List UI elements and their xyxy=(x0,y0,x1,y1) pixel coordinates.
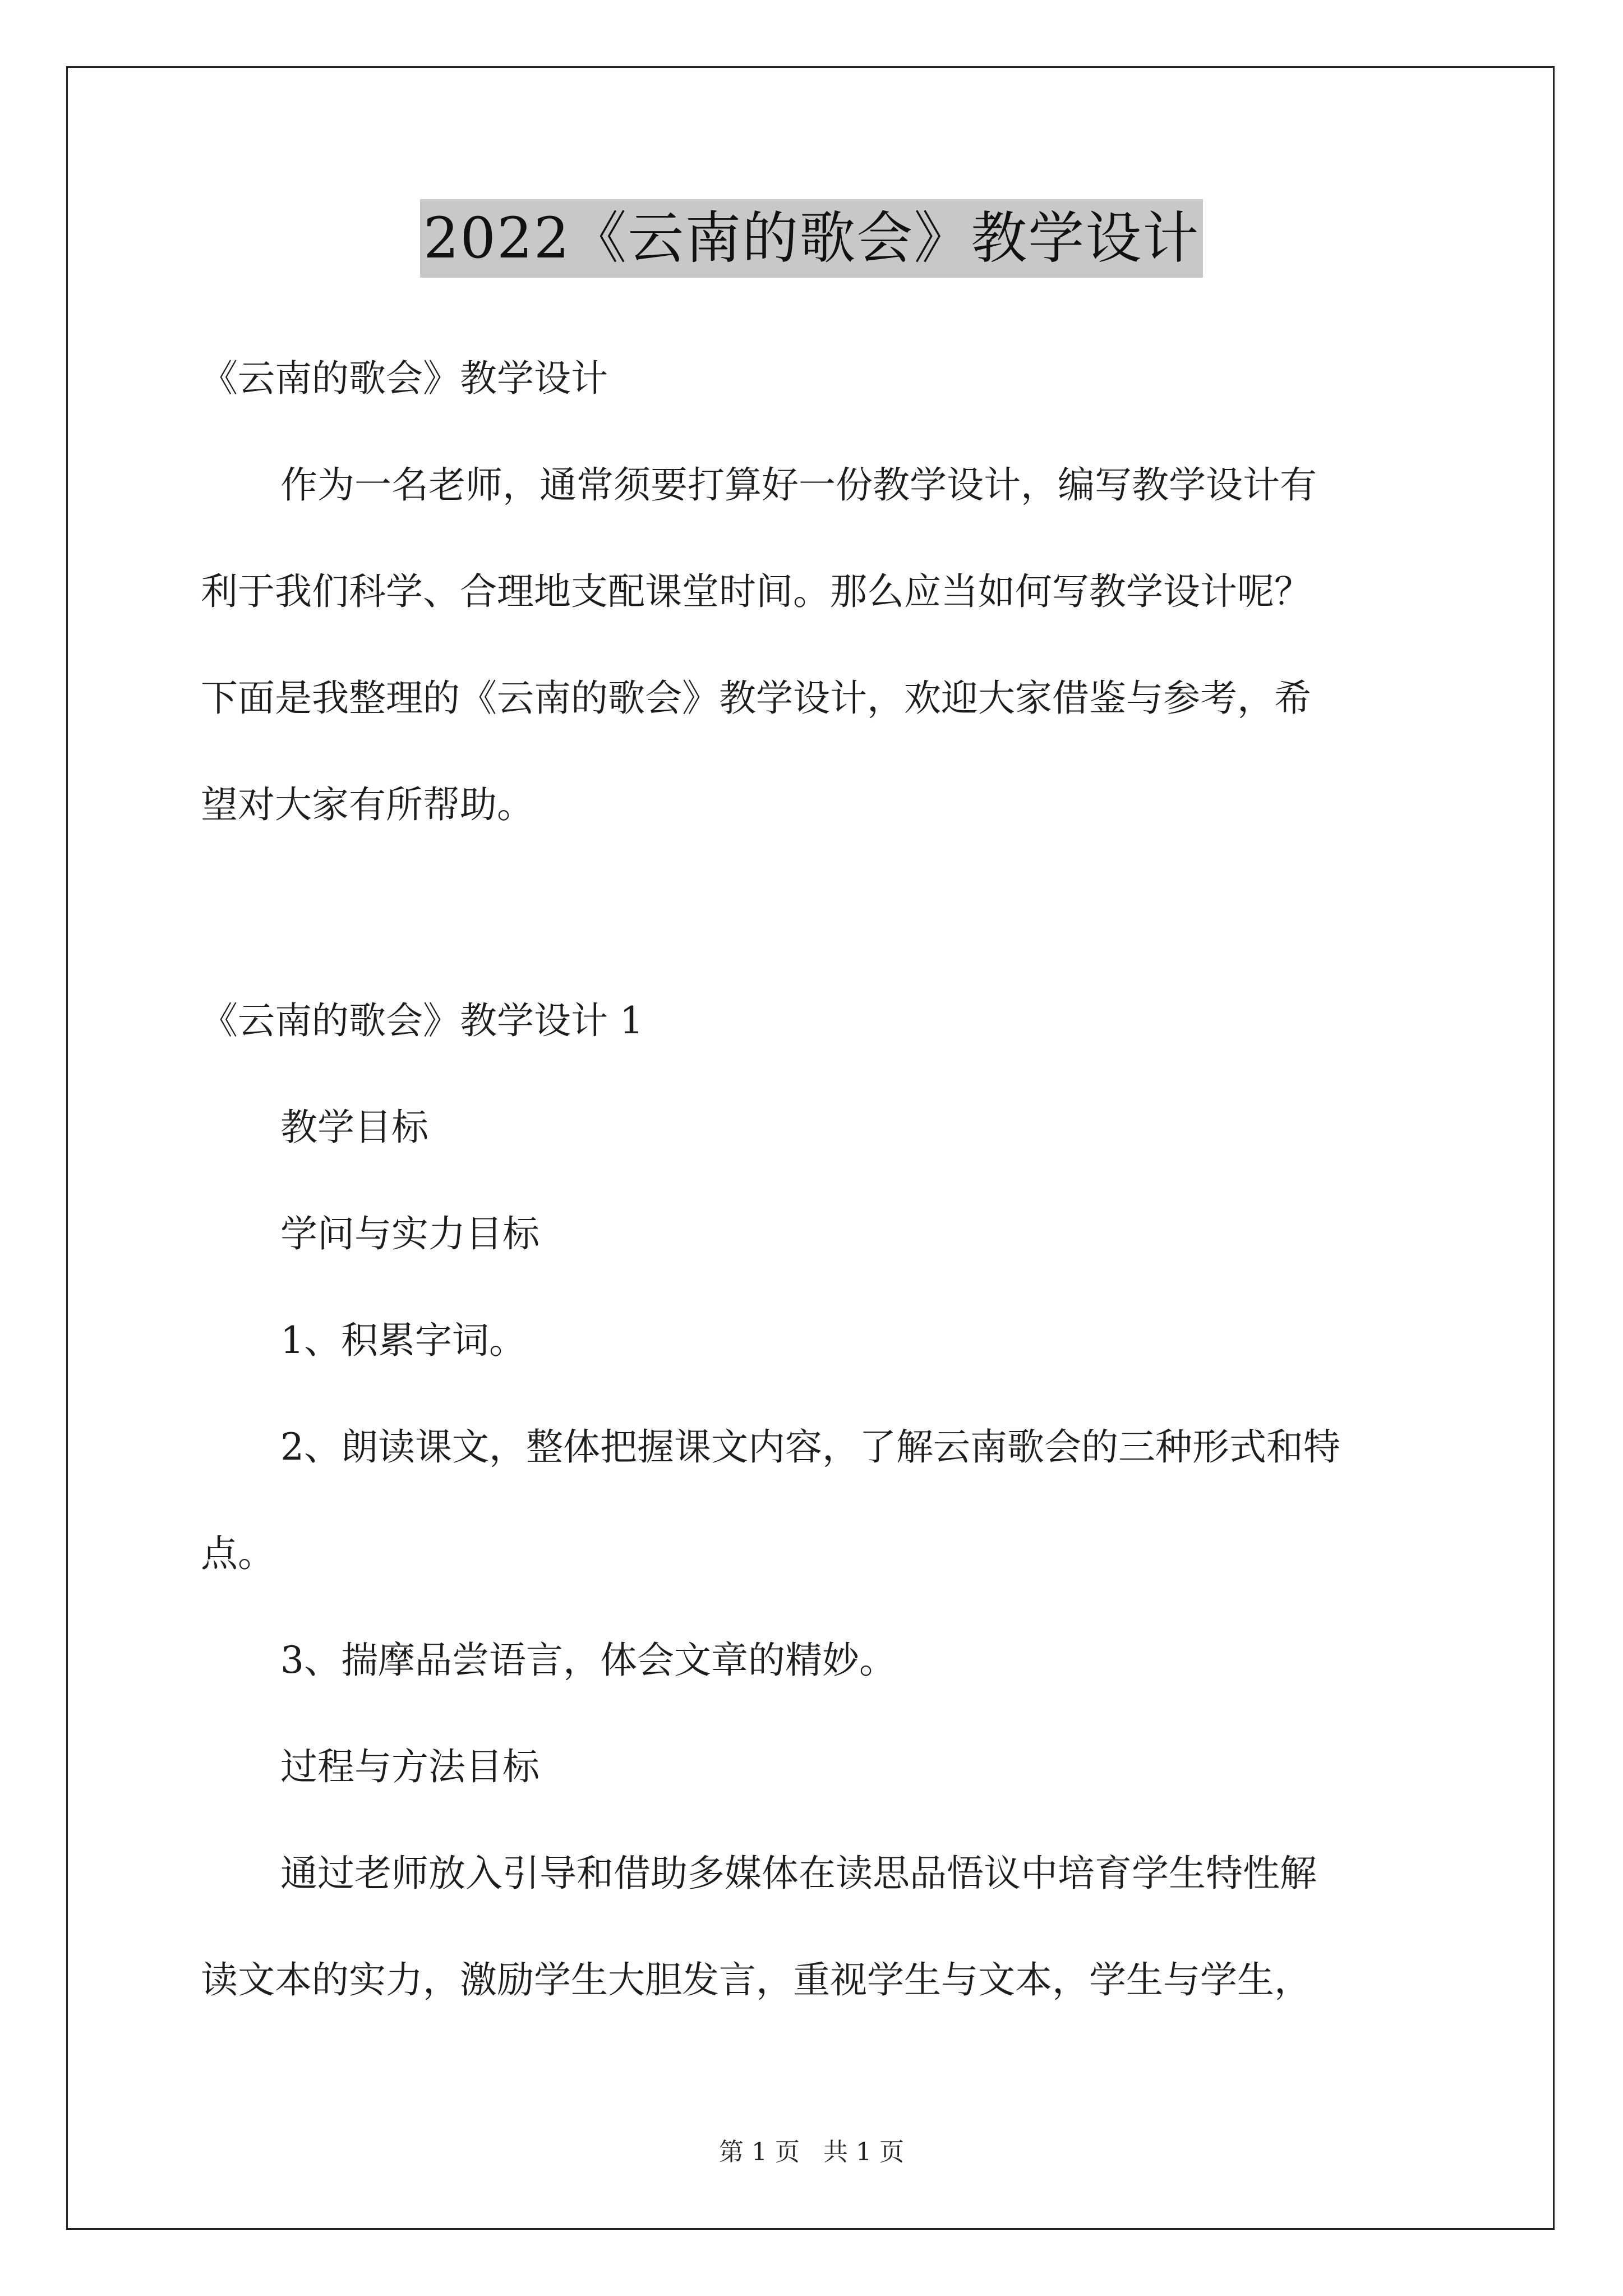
page-number-total: 共 1 页 xyxy=(823,2138,904,2166)
paragraph-heading: 学问与实力目标 xyxy=(280,1212,540,1255)
list-item-continuation: 点。 xyxy=(201,1532,275,1575)
body-line: 通过老师放入引导和借助多媒体在读思品悟议中培育学生特性解 xyxy=(280,1852,1317,1895)
list-item: 1、积累字词。 xyxy=(280,1319,526,1362)
paragraph-heading: 过程与方法目标 xyxy=(280,1745,540,1788)
document-title: 2022《云南的歌会》教学设计 xyxy=(420,199,1204,278)
page-footer xyxy=(0,2132,1623,2168)
page-number-current: 第 1 页 xyxy=(719,2138,800,2166)
paragraph-heading: 教学目标 xyxy=(280,1106,428,1149)
intro-line: 作为一名老师，通常须要打算好一份教学设计，编写教学设计有 xyxy=(280,463,1317,507)
list-item: 3、揣摩品尝语言，体会文章的精妙。 xyxy=(280,1639,896,1682)
intro-line: 下面是我整理的《云南的歌会》教学设计，欢迎大家借鉴与参考，希 xyxy=(201,677,1311,720)
body-line: 读文本的实力，激励学生大胆发言，重视学生与文本，学生与学生， xyxy=(201,1958,1311,2001)
subtitle: 《云南的歌会》教学设计 xyxy=(201,357,608,400)
section-heading: 《云南的歌会》教学设计 1 xyxy=(201,999,643,1042)
intro-line: 望对大家有所帮助。 xyxy=(201,783,534,826)
intro-line: 利于我们科学、合理地支配课堂时间。那么应当如何写教学设计呢？ xyxy=(201,570,1311,613)
list-item: 2、朗读课文，整体把握课文内容，了解云南歌会的三种形式和特 xyxy=(280,1425,1340,1469)
title-container xyxy=(0,199,1623,278)
